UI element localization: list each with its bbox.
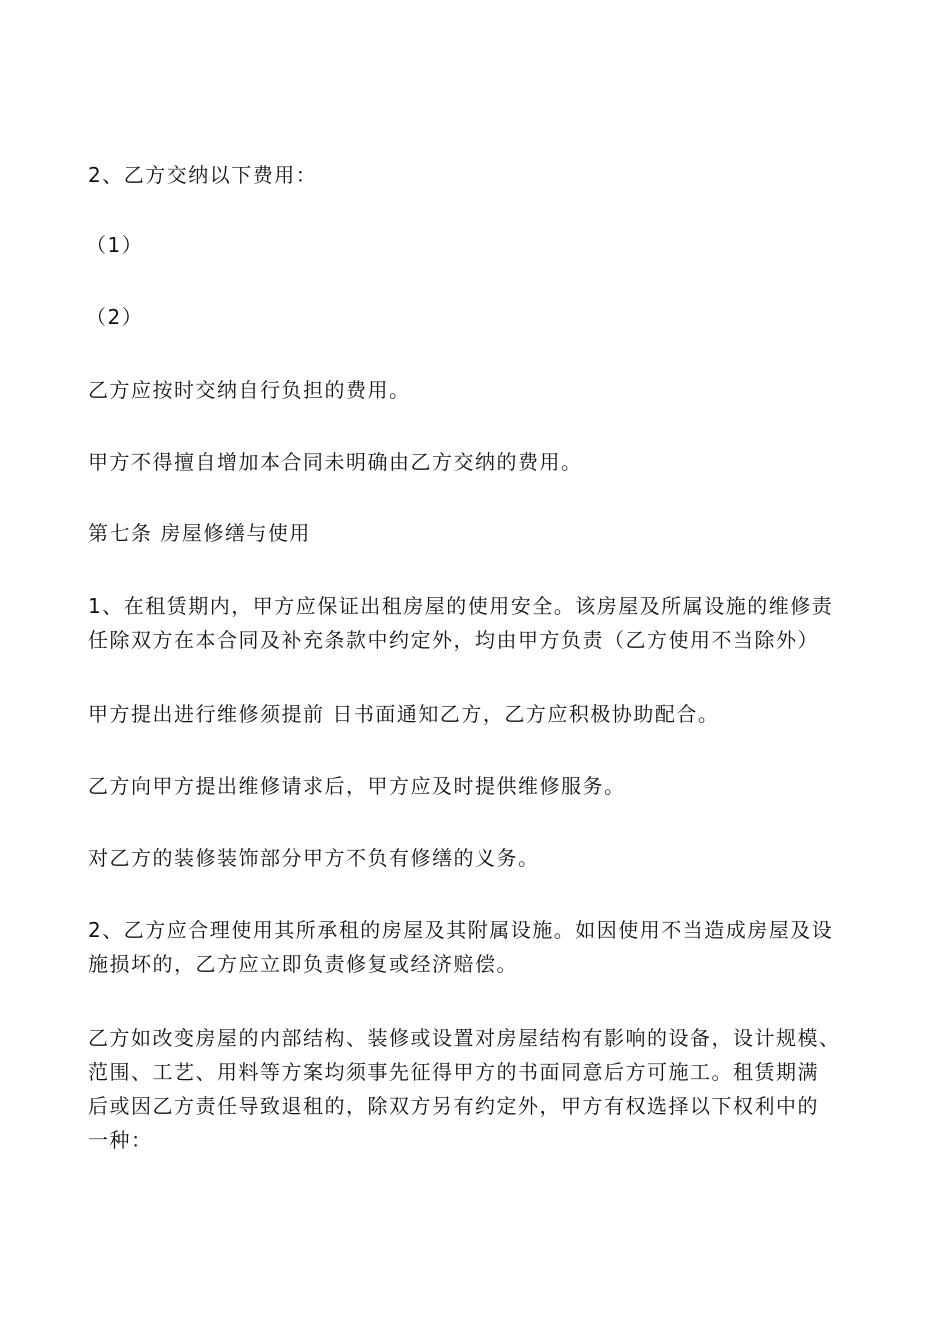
text-line: 施损坏的，乙方应立即负责修复或经济赔偿。 [88, 952, 518, 976]
text-line: 后或因乙方责任导致退租的，除双方另有约定外，甲方有权选择以下权利中的 [88, 1094, 819, 1118]
text-line: 甲方不得擅自增加本合同未明确由乙方交纳的费用。 [88, 450, 583, 474]
text-line: 2、乙方交纳以下费用： [88, 163, 318, 187]
paragraph-fee-item-2 [86, 300, 886, 334]
paragraph-decoration [88, 841, 888, 875]
text-line: 甲方提出进行维修须提前 日书面通知乙方，乙方应积极协助配合。 [88, 702, 720, 726]
paragraph-repair-duty [88, 589, 888, 657]
paragraph-no-extra-fees [88, 445, 888, 479]
text-line: 第七条 房屋修缮与使用 [88, 521, 311, 545]
paragraph-fees-intro [88, 158, 888, 192]
text-line: 乙方如改变房屋的内部结构、装修或设置对房屋结构有影响的设备，设计规模、 [88, 1026, 841, 1050]
text-line: 范围、工艺、用料等方案均须事先征得甲方的书面同意后方可施工。租赁期满 [88, 1060, 819, 1084]
text-line: 一种： [88, 1128, 153, 1152]
text-line: （2） [86, 305, 144, 329]
section-heading-article-7 [88, 516, 888, 550]
text-line: 对乙方的装修装饰部分甲方不负有修缮的义务。 [88, 846, 540, 870]
text-line: （1） [86, 233, 144, 257]
text-line: 乙方应按时交纳自行负担的费用。 [88, 378, 411, 402]
paragraph-structure-change [88, 1021, 888, 1157]
paragraph-pay-on-time [88, 373, 888, 407]
text-line: 1、在租赁期内，甲方应保证出租房屋的使用安全。该房屋及所属设施的维修责 [88, 594, 834, 618]
text-line: 2、乙方应合理使用其所承租的房屋及其附属设施。如因使用不当造成房屋及设 [88, 918, 834, 942]
text-line: 任除双方在本合同及补充条款中约定外，均由甲方负责（乙方使用不当除外） [88, 628, 819, 652]
text-line: 乙方向甲方提出维修请求后，甲方应及时提供维修服务。 [88, 774, 626, 798]
paragraph-repair-request [88, 769, 888, 803]
paragraph-fee-item-1 [86, 228, 886, 262]
paragraph-repair-notice [88, 697, 888, 731]
paragraph-proper-use [88, 913, 888, 981]
